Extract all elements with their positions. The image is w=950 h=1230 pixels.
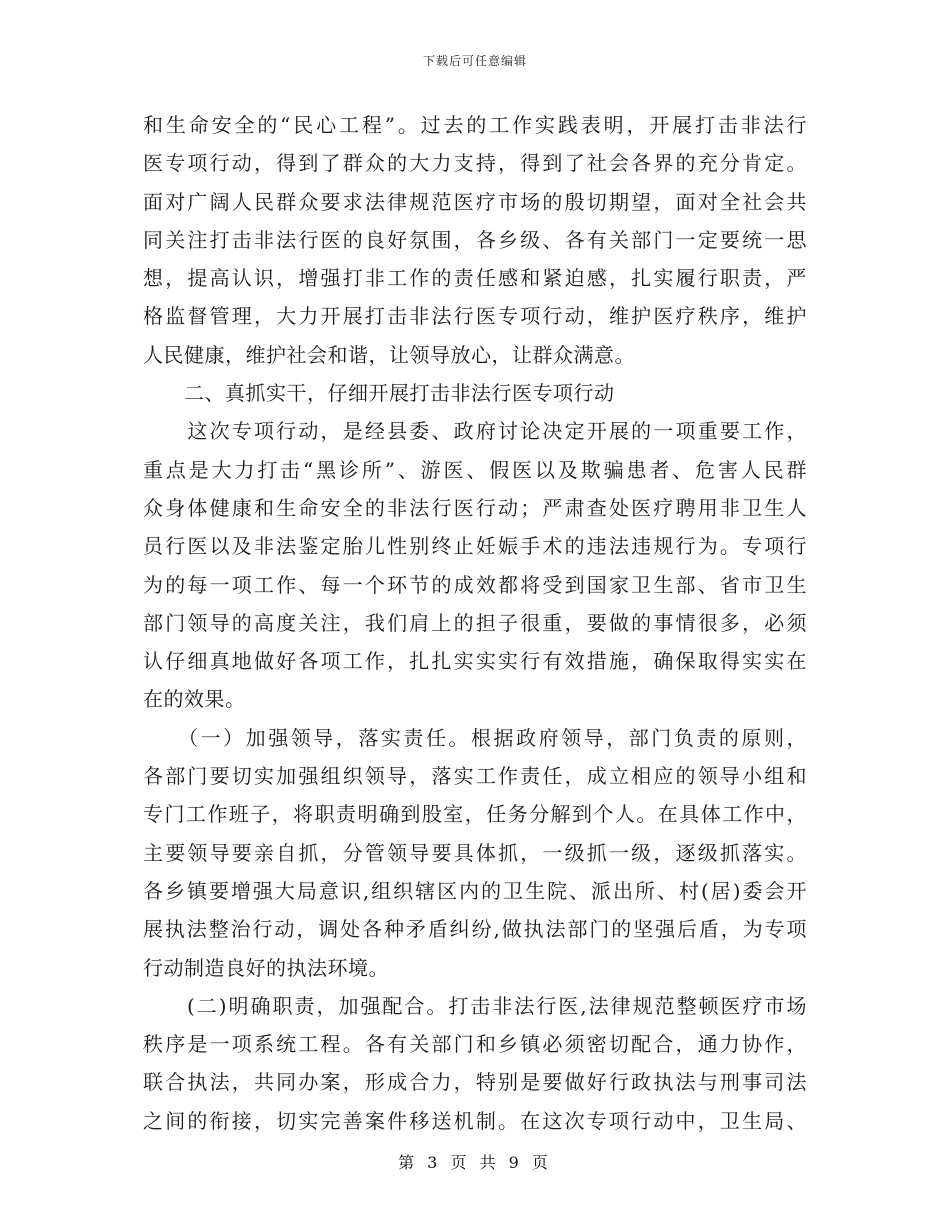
- text-line: 医专项行动，得到了群众的大力支持，得到了社会各界的充分肯定。: [143, 151, 807, 176]
- text-line: 人民健康，维护社会和谐，让领导放心，让群众满意。: [143, 342, 635, 367]
- text-line: 重点是大力打击“黑诊所”、游医、假医以及欺骗患者、危害人民群: [143, 457, 807, 482]
- text-line: 众身体健康和生命安全的非法行医行动；严肃查处医疗聘用非卫生人: [143, 495, 807, 520]
- text-line: 部门领导的高度关注，我们肩上的担子很重，要做的事情很多，必须: [143, 610, 807, 635]
- text-line: 展执法整治行动，调处各种矛盾纠纷,做执法部门的坚强后盾，为专项: [143, 917, 807, 942]
- text-line: 格监督管理，大力开展打击非法行医专项行动，维护医疗秩序，维护: [143, 304, 807, 329]
- text-line: 专门工作班子，将职责明确到股室，任务分解到个人。在具体工作中，: [143, 802, 807, 827]
- text-line: 各部门要切实加强组织领导，落实工作责任，成立相应的领导小组和: [143, 764, 807, 789]
- text-line: 这次专项行动，是经县委、政府讨论决定开展的一项重要工作，: [143, 419, 807, 444]
- text-line: 秩序是一项系统工程。各有关部门和乡镇必须密切配合，通力协作，: [143, 1032, 807, 1057]
- text-line: 之间的衔接，切实完善案件移送机制。在这次专项行动中，卫生局、: [143, 1108, 807, 1133]
- text-line: 二、真抓实干，仔细开展打击非法行医专项行动: [143, 381, 615, 406]
- text-line: 主要领导要亲自抓，分管领导要具体抓，一级抓一级，逐级抓落实。: [143, 840, 807, 865]
- text-line: 认仔细真地做好各项工作，扎扎实实实行有效措施，确保取得实实在: [143, 649, 807, 674]
- page-header: 下载后可任意编辑: [422, 54, 527, 68]
- text-line: 行动制造良好的执法环境。: [143, 955, 389, 980]
- text-line: 同关注打击非法行医的良好氛围，各乡级、各有关部门一定要统一思: [143, 227, 807, 252]
- text-line: （一）加强领导，落实责任。根据政府领导，部门负责的原则，: [143, 725, 807, 750]
- text-line: 在的效果。: [143, 687, 246, 712]
- text-line: 联合执法，共同办案，形成合力，特别是要做好行政执法与刑事司法: [143, 1070, 807, 1095]
- text-line: 为的每一项工作、每一个环节的成效都将受到国家卫生部、省市卫生: [143, 572, 807, 597]
- document-body: [143, 106, 807, 1140]
- text-line: 各乡镇要增强大局意识,组织辖区内的卫生院、派出所、村(居)委会开: [143, 878, 807, 903]
- text-line: 面对广阔人民群众要求法律规范医疗市场的殷切期望，面对全社会共: [143, 189, 807, 214]
- text-line: 员行医以及非法鉴定胎儿性别终止妊娠手术的违法违规行为。专项行: [143, 534, 807, 559]
- text-line: (二)明确职责，加强配合。打击非法行医,法律规范整顿医疗市场: [143, 993, 807, 1018]
- text-line: 和生命安全的“民心工程”。过去的工作实践表明，开展打击非法行: [143, 113, 807, 137]
- page-number-footer: 第 3 页 共 9 页: [398, 1153, 552, 1172]
- text-line: 想，提高认识，增强打非工作的责任感和紧迫感，扎实履行职责，严: [143, 266, 807, 291]
